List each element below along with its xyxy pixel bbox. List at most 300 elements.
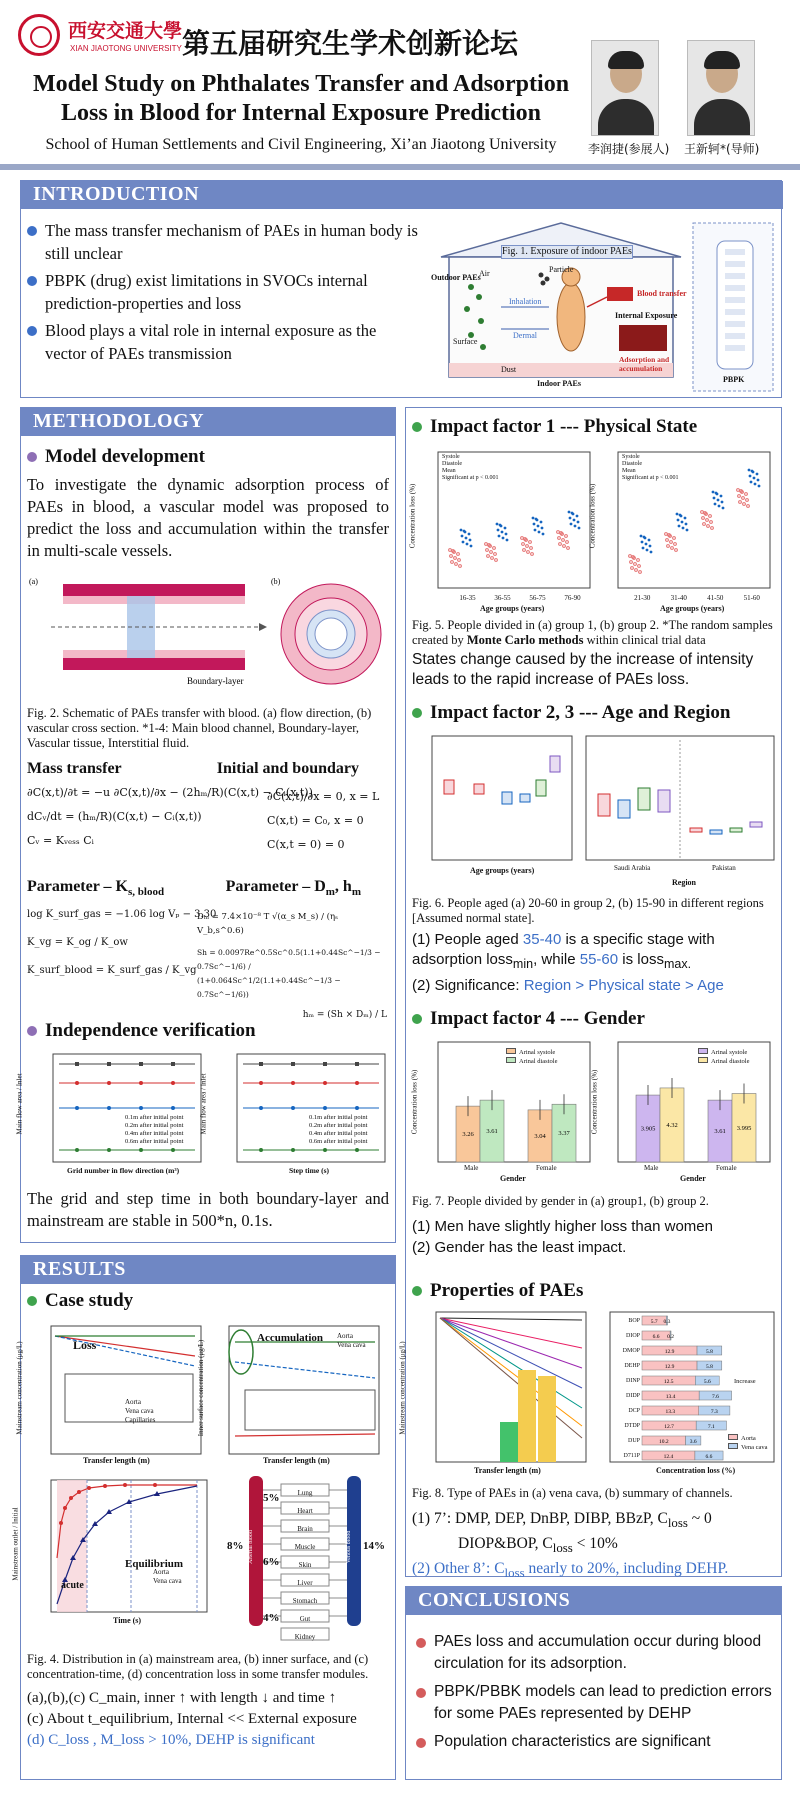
fig5-point [646,549,649,552]
tick-label: 41-50 [707,594,724,602]
fig5-point [534,529,537,532]
fig8-caption: Fig. 8. Type of PAEs in (a) vena cava, (b) summary of channels. [412,1486,733,1500]
equation: Cᵥ = Kᵥₑₛₛ Cᵢ [27,834,94,847]
fig5b-ticks [624,594,770,602]
legend-item: Aorta [728,1434,768,1443]
paes-label: DMOP [622,1348,640,1354]
fig7b-tick: Male [644,1164,659,1172]
parameter-d-equations [197,910,387,1022]
fig8a-ylabel: Mainstream concentration (μg/L) [398,1341,407,1435]
fig7-bar-label: 3.905 [640,1125,656,1133]
svg-text:(b): (b) [271,577,281,586]
fig5-point [496,523,499,526]
fig5-point [640,535,643,538]
tick-label: 16-35 [459,594,476,602]
fig5-point [498,535,501,538]
fig5-point [538,531,541,534]
fig8-bar-label: 0.3 [663,1319,671,1325]
fig5-point [645,543,648,546]
fig5a-ylabel: Concentration loss (%) [408,483,417,549]
paes-label: DTDP [624,1423,640,1429]
legend-item: 0.2m after initial point [125,1122,184,1129]
introduction-bullets [27,219,419,365]
author-1-name: 李润捷(参展人) [588,142,670,156]
fig4-case-study [11,1318,393,1648]
svg-text:(a): (a) [29,577,38,586]
fig7b-legend [698,1048,749,1066]
equation: dCᵥ/dt = (hₘ/R)(C(x,t) − Cᵢ(x,t)) [27,810,202,823]
tick-label: 31-40 [670,594,687,602]
fig5-point [750,481,753,484]
fig5-point [542,533,545,536]
fig4a-ylabel: Mainstream concentration (μg/L) [15,1341,24,1435]
fig1-label: Indoor PAEs [537,379,581,388]
legend-item: 0.4m after initial point [125,1130,184,1137]
fig7-bar-label: 3.26 [462,1131,474,1139]
fig7-caption: Fig. 7. People divided by gender in (a) group1, (b) group 2. [412,1194,709,1208]
fig8-paes-types [398,1308,779,1482]
fig5-point [643,536,646,539]
mass-transfer-heading: Mass transfer [27,760,122,777]
fig6-age-region [410,732,779,892]
legend-item: Vena cava [728,1443,768,1452]
methodology-section [15,407,396,1243]
fig5-point [574,525,577,528]
fig7b-tick: Female [716,1164,737,1172]
fig5-point [685,523,688,526]
fig5-point [497,529,500,532]
fig7b-xlabel: Gender [680,1174,706,1183]
fig5-point [499,524,502,527]
indep-legend-a [125,1114,184,1146]
fig5b-legend [622,454,679,482]
impact23-note-1: (1) People aged 35-40 is a specific stage with adsorption loss$_{min}$, while 55-60 is loss$_{max.}$ [412,931,715,971]
fig5-point [505,533,508,536]
fig7-bar-label: 3.61 [486,1128,498,1136]
percent-label: 6% [263,1556,280,1568]
methodology-title: METHODOLOGY [21,408,395,436]
fig7b-ylabel: Concentration loss (%) [590,1069,599,1135]
properties-note-2: (2) Other 8’: $C_{loss}$ nearly to 20%, including DEHP. [412,1560,729,1581]
fig6a-xlabel: Age groups (years) [470,866,535,875]
tick-label: 56-75 [529,594,546,602]
fig5-point [679,514,682,517]
fig5-point [757,479,760,482]
paes-label: DIDP [625,1393,640,1399]
fig5-point [682,527,685,530]
fig1-label: Surface [453,337,478,346]
legend-item: Arinal diastole [506,1057,557,1066]
venous-label: Venous blood [346,1530,352,1564]
organ-list [281,1484,329,1646]
legend-item: 0.4m after initial point [309,1130,368,1137]
fig8-chart [410,1308,779,1482]
increase-label: Increase [734,1378,756,1385]
tick-label: 21-30 [634,594,651,602]
header-divider [0,164,800,170]
equation: ∂C(x,t)/∂x = 0, x = L [267,790,380,803]
indep-xlabel-a: Grid number in flow direction (m³) [67,1166,180,1175]
fig5-point [749,475,752,478]
fig8-bar-label: 13.3 [665,1409,676,1415]
legend-item: Diastole [622,461,642,467]
fig8-bar-label: 13.4 [665,1394,676,1400]
fig8-bar-label: 7.3 [710,1409,718,1415]
fig5-point [650,551,653,554]
fig4b-xlabel: Transfer length (m) [263,1456,330,1465]
legend-item: 0.6m after initial point [309,1138,368,1145]
fig1-label: Internal Exposure [615,311,678,320]
paes-label: DEHP [624,1363,640,1369]
equation: C(x,t) = C₀, x = 0 [267,814,364,827]
fig5-point [469,539,472,542]
fig7a-ylabel: Concentration loss (%) [410,1069,419,1135]
organ-label: Heart [297,1507,313,1515]
fig5-point [753,477,756,480]
paes-label: DIOP [625,1333,640,1339]
legend-item: Mean [622,468,636,474]
equilibrium-label: Equilibrium [125,1558,184,1570]
fig8-bar-label: 0.2 [667,1334,675,1340]
fig5-physical-state [410,446,779,614]
fig5-point [717,499,720,502]
fig5-point [722,507,725,510]
legend-item: Diastole [442,461,462,467]
fig5-point [535,518,538,521]
fig8-bar-label: 12.9 [664,1364,675,1370]
indep-xlabel-b: Step time (s) [289,1166,329,1175]
fig1-label: Dermal [513,331,537,340]
fig5-point [461,535,464,538]
svg-text:Boundary-layer: Boundary-layer [187,676,244,686]
region-label: Pakistan [712,864,736,872]
independence-figure [15,1050,389,1178]
parameter-d-heading: Parameter – $D_m$, $h_m$ [225,878,361,899]
organ-label: Gut [299,1615,311,1623]
independence-description: The grid and step time in both boundary-layer and mainstream are stable in 500*n, 0.1s. [27,1189,389,1230]
fig5-point [714,503,717,506]
arterial-label: Arterial blood [248,1530,254,1564]
legend-item: Aorta [125,1398,141,1406]
legend-item: Systole [622,454,640,460]
fig5-point [504,527,507,530]
result-note: (a),(b),(c) C_main, inner ↑ with length ↓ and time ↑ [27,1690,337,1706]
tick-label: 51-60 [743,594,760,602]
conclusions-section [405,1586,782,1780]
fig5-point [720,495,723,498]
fig8-bar-label: 5.6 [703,1379,711,1385]
legend-item: 0.1m after initial point [125,1114,184,1121]
fig6-caption: Fig. 6. People aged (a) 20-60 in group 2, (b) 15-90 in different regions [Assumed normal state]. [412,896,764,925]
fig8-bar-label: 10.2 [658,1439,669,1445]
fig5-point [462,541,465,544]
fig1-label: Dust [501,365,517,374]
fig8-bar-label: 3.6 [689,1439,697,1445]
author-1-photo [591,40,659,136]
organ-label: Brain [297,1525,313,1533]
fig5-point [642,547,645,550]
fig5-point [641,541,644,544]
fig5-point [758,485,761,488]
university-logo [18,14,183,60]
fig5-point [648,539,651,542]
legend-item: Capillaries [125,1416,156,1424]
fig5-point [686,529,689,532]
equation: Dₘ = 7.4×10⁻⁸ T √(α_s M_s) / (ηₛ V_b,s^0.6) [197,912,338,936]
fig8-bar-label: 12.5 [663,1379,674,1385]
fig5-point [571,512,574,515]
fig5-point [677,519,680,522]
legend-item: Arinal diastole [698,1057,749,1066]
indep-ylabel-b: Main flow area / Inlet [199,1073,208,1135]
organ-label: Liver [297,1579,313,1587]
legend-item: 0.1m after initial point [309,1114,368,1121]
result-note: (d) C_loss , M_loss > 10%, DEHP is significant [27,1732,315,1748]
results-title: RESULTS [21,1256,395,1284]
results-notes [27,1688,391,1751]
fig8-bar-label: 7.1 [707,1424,715,1430]
legend-item: Arinal systole [506,1048,557,1057]
school-name-cn: 西安交通大學 [68,20,183,42]
legend-item: Significant at p < 0.001 [442,475,499,481]
legend-item: Vena cava [337,1341,366,1349]
organ-label: Kidney [294,1633,316,1641]
fig8-bar-label: 6.6 [652,1334,660,1340]
impact4-note: (1) Men have slightly higher loss than women [412,1218,713,1235]
fig5a-legend [442,454,499,482]
paes-label: D711P [623,1453,640,1459]
accumulation-label: Accumulation [257,1332,323,1344]
fig5-point [470,545,473,548]
fig7-gender [410,1038,779,1188]
tick-label: 36-55 [494,594,511,602]
impact-factors-section [398,407,782,1581]
model-description: To investigate the dynamic adsorption process of PAEs in blood, a vascular model was proposed to predict the loss and accumulation within the transfer in multi-scale vessels. [27,475,389,560]
paes-label: BOP [628,1318,640,1324]
fig5-point [501,531,504,534]
organ-label: Stomach [292,1597,318,1605]
impact23-note-2: (2) Significance: Region > Physical state > Age [412,977,724,994]
fig5-point [578,527,581,530]
conclusion-bullet: Population characteristics are significant [416,1731,776,1753]
equation: log K_surf_gas = −1.06 log Vₚ − 3.30 [27,909,217,921]
affiliation: School of Human Settlements and Civil Engineering, Xi’an Jiaotong University [45,136,557,153]
fig5-point [754,483,757,486]
intro-bullet: The mass transfer mechanism of PAEs in human body is still unclear [27,219,419,265]
legend-item: Vena cava [153,1577,182,1585]
fig1-label: Adsorption and accumulation [619,355,670,373]
fig5-point [712,491,715,494]
fig5-point [573,519,576,522]
fig4b-ylabel: Inner surface concentration (μg/L) [197,1339,206,1437]
fig8b-xlabel: Concentration loss (%) [656,1466,736,1475]
fig4c-legend [153,1568,182,1586]
equation: Sh = 0.0097Re^0.5Sc^0.5(1.1+0.44Sc^−1/3 − 0.7Sc^−1/6) / (1+0.064Sc^1/2(1.1+0.44Sc^−1/3 − 0.7Sc^−1/6)) [197,948,381,999]
author-2 [684,40,758,157]
fig5a-ticks [450,594,590,602]
fig2-caption: Fig. 2. Schematic of PAEs transfer with blood. (a) flow direction, (b) vascular cross section. *1-4: Main blood channel, Boundary-layer, Vascular tissue, Interstitial fluid. [27,706,372,750]
legend-item: Systole [442,454,460,460]
introduction-section [20,180,782,398]
legend-item: Arinal systole [698,1048,749,1057]
legend-item: Significant at p < 0.001 [622,475,679,481]
fig5-point [465,537,468,540]
forum-title: 第五届研究生学术创新论坛 [182,27,519,60]
independence-heading: Independence verification [27,1020,389,1042]
fig8-bar-label: 12.4 [663,1454,674,1460]
fig4c-xlabel: Time (s) [113,1616,142,1625]
fig5-point [576,515,579,518]
indep-legend-b [309,1114,368,1146]
legend-item: 0.2m after initial point [309,1122,368,1129]
percent-label: 4% [263,1612,280,1624]
author-2-photo [687,40,755,136]
fig8-bar-label: 12.7 [664,1424,674,1430]
fig5b-xlabel: Age groups (years) [660,604,725,613]
fig5-point [533,523,536,526]
poster-title [16,70,586,128]
fig5-point [577,521,580,524]
fig7-bar-label: 3.04 [534,1132,546,1140]
equation: K_vg = K_og / K_ow [27,937,128,949]
initial-boundary-heading: Initial and boundary [216,760,359,777]
impact4-notes [412,1216,778,1258]
fig7-bar-label: 3.995 [736,1124,752,1132]
region-label: Saudi Arabia [614,864,651,872]
legend-item: Aorta [153,1568,169,1576]
fig5-point [676,513,679,516]
organ-label: Lung [297,1489,313,1497]
fig8-bar-label: 5.7 [650,1319,658,1325]
title-line-1: Model Study on Phthalates Transfer and Adsorption [32,71,570,97]
fig5a-xlabel: Age groups (years) [480,604,545,613]
fig7-bar-label: 3.61 [714,1128,726,1136]
equation: hₘ = (Sh × Dₘ) / L [302,1010,387,1020]
author-2-name: 王新轲*(导师) [684,142,760,156]
fig5-point [748,469,751,472]
fig5-point [678,525,681,528]
equation: K_surf_blood = K_surf_gas / K_vg [27,965,197,977]
fig5-point [684,517,687,520]
loss-label: Loss [73,1338,97,1352]
equation: ∂C(x,t)/∂t = −u ∂C(x,t)/∂x − (2hₘ/R)(C(x,t) − Cᵢ(x,t)) [27,786,313,799]
properties-note-1b: DIOP&BOP, $C_{loss} < 10\%$ [458,1535,618,1556]
result-note: (c) About t_equilibrium, Internal << External exposure [27,1711,357,1727]
paes-label: DUP [627,1438,640,1444]
legend-item: 0.6m after initial point [125,1138,184,1145]
fig6b-xlabel: Region [672,878,696,887]
boundary-equations [267,790,379,852]
intro-bullet: Blood plays a vital role in internal exposure as the vector of PAEs transmission [27,319,419,365]
results-section [11,1255,396,1780]
indep-ylabel-a: Main flow area / Inlet [15,1073,24,1135]
fig5-point [468,533,471,536]
fig8b-legend [728,1434,768,1452]
fig7a-xlabel: Gender [500,1174,526,1183]
fig8-bar-label: 12.9 [664,1349,675,1355]
fig1-label: PBPK [723,375,745,384]
university-seal-icon [18,14,60,56]
fig4c-ylabel: Mainstream outlet / Initial [11,1507,20,1581]
fig8a-xlabel: Transfer length (m) [474,1466,541,1475]
paes-label: DINP [625,1378,640,1384]
fig5-point [532,517,535,520]
properties-notes [412,1508,778,1583]
fig5-point [713,497,716,500]
fig8-bar-label: 7.6 [711,1394,719,1400]
fig5-point [506,539,509,542]
title-line-2: Loss in Blood for Internal Exposure Prediction [60,100,542,126]
fig5-point [681,521,684,524]
fig8-bar-label: 5.8 [705,1349,713,1355]
fig8-bar-label: 5.8 [705,1364,713,1370]
poster-header [0,0,800,170]
model-development-heading: Model development [27,446,389,468]
fig1-label: Blood transfer [637,289,687,298]
fig1-exposure-diagram [431,217,777,393]
fig5-point [649,545,652,548]
fig5-point [568,511,571,514]
tick-label: 76-90 [564,594,581,602]
fig8-bar-label: 6.6 [705,1454,713,1460]
school-name-en: XIAN JIAOTONG UNIVERSITY [70,44,182,53]
fig2-schematic [27,574,389,702]
introduction-title: INTRODUCTION [21,181,783,209]
fig4a-xlabel: Transfer length (m) [83,1456,150,1465]
impact1-text: States change caused by the increase of intensity leads to the rapid increase of PAEs loss. [412,651,754,688]
fig5-point [721,501,724,504]
fig7-bar-label: 3.37 [558,1130,570,1138]
fig5-point [541,527,544,530]
fig8b-labels [610,1314,640,1464]
fig7a-tick: Female [536,1164,557,1172]
fig5b-ylabel: Concentration loss (%) [588,483,597,549]
fig7a-legend [506,1048,557,1066]
impact4-heading: Impact factor 4 --- Gender [412,1008,645,1030]
intro-bullet: PBPK (drug) exist limitations in SVOCs internal prediction-properties and loss [27,269,419,315]
parameter-k-heading: Parameter – $K_{s, blood}$ [27,878,165,899]
legend-item: Vena cava [125,1407,154,1415]
fig4b-legend [337,1332,366,1350]
fig1-caption: Fig. 1. Exposure of indoor PAEs [502,246,632,257]
legend-item: Aorta [337,1332,353,1340]
conclusion-bullet: PBPK/PBBK models can lead to prediction errors for some PAEs represented by DEHP [416,1681,776,1725]
fig7a-tick: Male [464,1164,479,1172]
case-study-heading: Case study [27,1290,133,1312]
percent-label: 8% [227,1540,244,1552]
properties-heading: Properties of PAEs [412,1280,583,1302]
percent-label: 14% [363,1540,385,1552]
fig5-caption: Fig. 5. People divided in (a) group 1, (b) group 2. *The random samples created by Monte Carlo methods within clinical trial data [412,618,773,647]
organ-label: Muscle [294,1543,316,1551]
fig4a-legend [125,1398,155,1425]
fig5-point [570,523,573,526]
conclusion-bullet: PAEs loss and accumulation occur during blood circulation for its adsorption. [416,1631,776,1675]
fig7-bar-label: 4.32 [666,1121,678,1129]
percent-label: 5% [263,1492,280,1504]
impact4-note: (2) Gender has the least impact. [412,1239,627,1256]
fig1-label: Outdoor PAEs [431,273,481,282]
fig5-point [751,470,754,473]
fig5-point [463,530,466,533]
impact1-heading: Impact factor 1 --- Physical State [412,416,697,438]
author-1 [588,40,670,157]
properties-note-1: (1) 7’: DMP, DEP, DnBP, DIBP, BBzP, $C_{loss}$ ~ 0 [412,1510,712,1531]
paes-label: DCP [628,1408,640,1414]
fig5-point [756,473,759,476]
fig5-point [569,517,572,520]
organ-label: Skin [298,1561,312,1569]
